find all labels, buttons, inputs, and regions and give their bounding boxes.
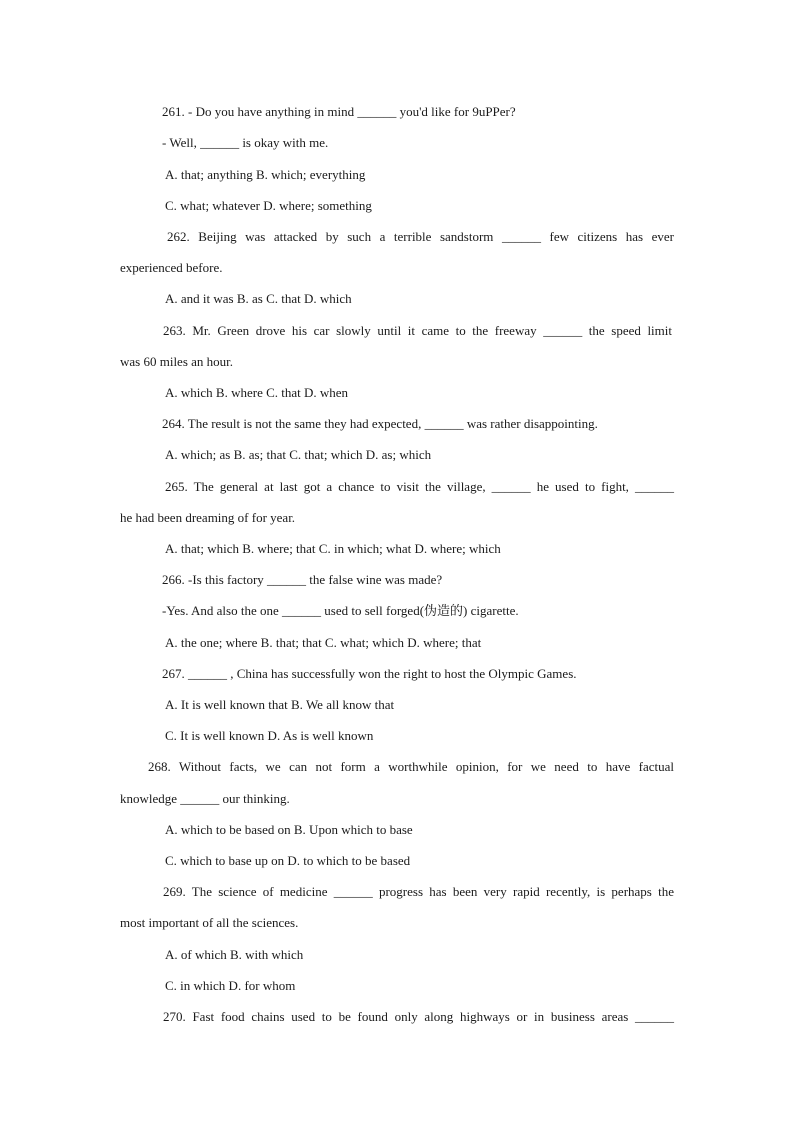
question-269-options-cd: C. in which D. for whom [165, 978, 296, 993]
question-263-stem-cont: was 60 miles an hour. [120, 354, 234, 369]
question-268-stem-cont: knowledge ______ our thinking. [120, 791, 290, 806]
question-265-stem: 265. The general at last got a chance to visit the village, ______ he used to fight, ______ [165, 479, 674, 494]
question-268-stem: 268. Without facts, we can not form a worthwhile opinion, for we need to have factual [148, 759, 674, 774]
question-263-options: A. which B. where C. that D. when [165, 385, 349, 400]
question-266-stem: 266. -Is this factory ______ the false wine was made? [162, 572, 443, 587]
question-267-stem: 267. ______ , China has successfully won the right to host the Olympic Games. [162, 666, 577, 681]
question-269-stem-cont: most important of all the sciences. [120, 915, 299, 930]
question-262-options: A. and it was B. as C. that D. which [165, 291, 352, 306]
question-266-options: A. the one; where B. that; that C. what; which D. where; that [165, 635, 482, 650]
question-269-options-ab: A. of which B. with which [165, 947, 304, 962]
question-261-options-cd: C. what; whatever D. where; something [165, 198, 372, 213]
question-263-stem: 263. Mr. Green drove his car slowly until it came to the freeway ______ the speed limit [163, 323, 672, 338]
question-265-stem-cont: he had been dreaming of for year. [120, 510, 296, 525]
question-264-stem: 264. The result is not the same they had expected, ______ was rather disappointing. [162, 416, 598, 431]
question-261-stem: 261. - Do you have anything in mind ______ you'd like for 9uPPer? [162, 104, 516, 119]
question-270-stem: 270. Fast food chains used to be found only along highways or in business areas ______ [163, 1009, 674, 1024]
question-261-dialogue: - Well, ______ is okay with me. [162, 135, 329, 150]
question-262-stem: 262. Beijing was attacked by such a terrible sandstorm ______ few citizens has ever [167, 229, 674, 244]
question-268-options-cd: C. which to base up on D. to which to be based [165, 853, 411, 868]
question-266-dialogue: -Yes. And also the one ______ used to sell forged(伪造的) cigarette. [162, 603, 519, 618]
question-267-options-cd: C. It is well known D. As is well known [165, 728, 374, 743]
question-261-options-ab: A. that; anything B. which; everything [165, 167, 366, 182]
question-265-options: A. that; which B. where; that C. in which; what D. where; which [165, 541, 501, 556]
question-268-options-ab: A. which to be based on B. Upon which to base [165, 822, 413, 837]
question-269-stem: 269. The science of medicine ______ progress has been very rapid recently, is perhaps the [163, 884, 674, 899]
question-264-options: A. which; as B. as; that C. that; which D. as; which [165, 447, 432, 462]
question-267-options-ab: A. It is well known that B. We all know that [165, 697, 395, 712]
question-262-stem-cont: experienced before. [120, 260, 223, 275]
